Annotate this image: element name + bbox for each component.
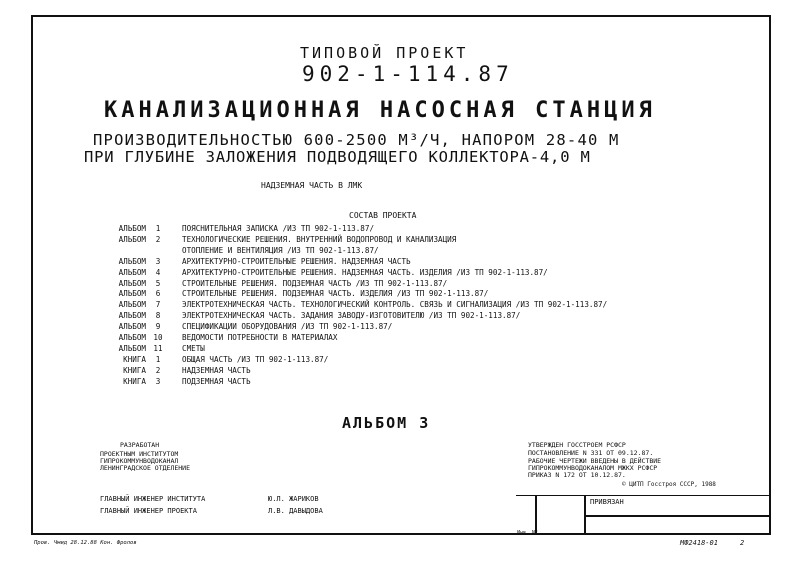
contents-title: ОТОПЛЕНИЕ И ВЕНТИЛЯЦИЯ /ИЗ ТП 902-1-113.87/ [182, 245, 379, 255]
developed-line1: ПРОЕКТНЫМ ИНСТИТУТОМ [100, 450, 179, 458]
contents-title: СПЕЦИФИКАЦИИ ОБОРУДОВАНИЯ /ИЗ ТП 902-1-113.87/ [182, 322, 393, 332]
signature-name-2: Л.В. ДАВЫДОВА [268, 507, 323, 515]
document-code: МФ2418-01 [680, 539, 718, 547]
page-title: КАНАЛИЗАЦИОННАЯ НАСОСНАЯ СТАНЦИЯ [104, 98, 656, 123]
contents-number: 9 [155, 322, 161, 332]
contents-number: 7 [155, 300, 161, 310]
contents-number: 5 [155, 278, 161, 288]
contents-kind: АЛЬБОМ [118, 267, 146, 277]
footer-note: Пров. Чмид 28.12.88 Кон. Фролов [34, 540, 137, 546]
sheet-number: 2 [740, 539, 745, 547]
contents-title: АРХИТЕКТУРНО-СТРОИТЕЛЬНЫЕ РЕШЕНИЯ. НАДЗЕМНАЯ ЧАСТЬ. ИЗДЕЛИЯ /ИЗ ТП 902-1-113.87/ [182, 267, 548, 277]
contents-title: АРХИТЕКТУРНО-СТРОИТЕЛЬНЫЕ РЕШЕНИЯ. НАДЗЕМНАЯ ЧАСТЬ [182, 256, 411, 266]
contents-kind: АЛЬБОМ [118, 343, 146, 353]
contents-kind: КНИГА [123, 354, 146, 364]
subtitle-above-ground: НАДЗЕМНАЯ ЧАСТЬ В ЛМК [261, 181, 363, 190]
contents-number: 1 [155, 224, 161, 233]
contents-title: ТЕХНОЛОГИЧЕСКИЕ РЕШЕНИЯ. ВНУТРЕННИЙ ВОДОПРОВОД И КАНАЛИЗАЦИЯ [182, 234, 457, 244]
contents-heading: СОСТАВ ПРОЕКТА [349, 211, 417, 220]
subtitle-depth: ПРИ ГЛУБИНЕ ЗАЛОЖЕНИЯ ПОДВОДЯЩЕГО КОЛЛЕКТОРА-4,0 М [84, 148, 591, 166]
signature-name-1: Ю.Л. ЖАРИКОВ [268, 495, 319, 503]
contents-title: ПОЯСНИТЕЛЬНАЯ ЗАПИСКА /ИЗ ТП 902-1-113.87/ [182, 224, 375, 233]
project-type: ТИПОВОЙ ПРОЕКТ [300, 44, 469, 62]
approval-line1: УТВЕРЖДЕН ГОССТРОЕМ РСФСР [528, 441, 626, 449]
contents-kind: КНИГА [123, 365, 146, 375]
contents-title: ЭЛЕКТРОТЕХНИЧЕСКАЯ ЧАСТЬ. ЗАДАНИЯ ЗАВОДУ-ИЗГОТОВИТЕЛЮ /ИЗ ТП 902-1-113.87/ [182, 311, 521, 321]
contents-title: СТРОИТЕЛЬНЫЕ РЕШЕНИЯ. ПОДЗЕМНАЯ ЧАСТЬ. ИЗДЕЛИЯ /ИЗ ТП 902-1-113.87/ [182, 289, 489, 299]
contents-title: ПОДЗЕМНАЯ ЧАСТЬ [182, 376, 251, 386]
inventory-label: Инв. N° [517, 530, 539, 536]
developed-line3: ЛЕНИНГРАДСКОЕ ОТДЕЛЕНИЕ [100, 464, 191, 472]
contents-kind: АЛЬБОМ [118, 256, 146, 266]
contents-title: ЭЛЕКТРОТЕХНИЧЕСКАЯ ЧАСТЬ. ТЕХНОЛОГИЧЕСКИЙ КОНТРОЛЬ. СВЯЗЬ И СИГНАЛИЗАЦИЯ /ИЗ ТП 902-1-113.87/ [182, 300, 608, 310]
contents-number: 3 [155, 256, 161, 266]
contents-kind: АЛЬБОМ [118, 289, 146, 299]
developed-line2: ГИПРОКОММУНВОДОКАНАЛ [100, 457, 179, 465]
contents-title: НАДЗЕМНАЯ ЧАСТЬ [182, 365, 251, 375]
contents-kind: АЛЬБОМ [118, 300, 146, 310]
album-label: АЛЬБОМ 3 [342, 414, 431, 432]
contents-number: 2 [155, 234, 161, 244]
contents-kind: АЛЬБОМ [118, 234, 146, 244]
approval-line5: ПРИКАЗ N 172 ОТ 10.12.87. [528, 471, 626, 479]
project-number: 902-1-114.87 [302, 62, 514, 86]
contents-number: 10 [153, 333, 163, 342]
contents-title: ОБЩАЯ ЧАСТЬ /ИЗ ТП 902-1-113.87/ [182, 354, 329, 364]
contents-number: 1 [155, 354, 161, 364]
signature-role-2: ГЛАВНЫЙ ИНЖЕНЕР ПРОЕКТА [100, 507, 197, 515]
contents-kind: АЛЬБОМ [118, 333, 146, 342]
contents-title: ВЕДОМОСТИ ПОТРЕБНОСТИ В МАТЕРИАЛАХ [182, 333, 338, 342]
contents-number: 11 [153, 343, 163, 353]
contents-number: 4 [155, 267, 161, 277]
contents-kind: КНИГА [123, 376, 146, 386]
title-block-divider [584, 515, 771, 517]
contents-title: СМЕТЫ [182, 343, 205, 353]
contents-kind: АЛЬБОМ [118, 278, 146, 288]
contents-number: 2 [155, 365, 161, 375]
signature-role-1: ГЛАВНЫЙ ИНЖЕНЕР ИНСТИТУТА [100, 495, 206, 503]
contents-kind: АЛЬБОМ [118, 322, 146, 332]
subtitle-capacity: ПРОИЗВОДИТЕЛЬНОСТЬЮ 600-2500 М³/Ч, НАПОРОМ 28-40 М [93, 131, 620, 149]
linked-label: ПРИВЯЗАН [590, 498, 624, 506]
contents-kind: АЛЬБОМ [118, 311, 146, 321]
approval-line4: ГИПРОКОММУНВОДОКАНАЛОМ МЖКХ РСФСР [528, 464, 658, 472]
contents-kind: АЛЬБОМ [118, 224, 146, 233]
contents-title: СТРОИТЕЛЬНЫЕ РЕШЕНИЯ. ПОДЗЕМНАЯ ЧАСТЬ /ИЗ ТП 902-1-113.87/ [182, 278, 448, 288]
contents-number: 8 [155, 311, 161, 321]
approval-line2: ПОСТАНОВЛЕНИЕ N 331 ОТ 09.12.87. [528, 449, 654, 457]
contents-number: 3 [155, 376, 161, 386]
contents-number: 6 [155, 289, 161, 299]
copyright: © ЦИТП Госстроя СССР, 1988 [622, 481, 716, 488]
title-block-divider [535, 495, 537, 535]
developed-label: РАЗРАБОТАН [120, 441, 160, 449]
approval-line3: РАБОЧИЕ ЧЕРТЕЖИ ВВЕДЕНЫ В ДЕЙСТВИЕ [528, 457, 662, 465]
